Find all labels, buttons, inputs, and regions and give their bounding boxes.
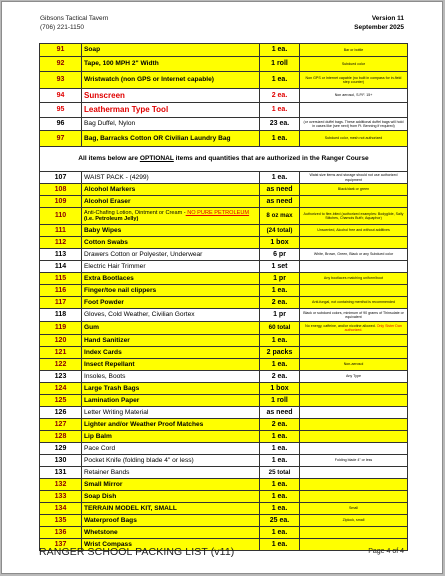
- item-remarks: [300, 395, 408, 407]
- table-row: [40, 196, 408, 208]
- item-name: Bag Duffel, Nylon: [82, 118, 260, 131]
- header-phone: (706) 221-1150: [40, 23, 84, 31]
- item-name: Pocket Knife (folding blade 4" or less): [82, 455, 260, 467]
- table-row: [40, 455, 408, 467]
- item-name: Retainer Bands: [82, 467, 260, 479]
- table-row: [40, 335, 408, 347]
- item-number: 94: [40, 89, 82, 103]
- item-name: Gloves, Cold Weather, Civilian Gortex: [82, 309, 260, 322]
- item-name: Anti-Chafing Lotion, Ointment or Cream - NO PURE PETROLEUM (i.e. Petroleum Jelly): [82, 208, 260, 225]
- item-quantity: 1 box: [260, 383, 300, 395]
- table-row: [40, 57, 408, 72]
- table-row: [40, 431, 408, 443]
- item-quantity: 2 ea.: [260, 89, 300, 103]
- item-quantity: as need: [260, 196, 300, 208]
- item-remarks: [300, 237, 408, 249]
- table-row: [40, 322, 408, 335]
- packing-list-table: [39, 43, 408, 551]
- table-row: [40, 118, 408, 131]
- item-remarks: [300, 261, 408, 273]
- item-name: Index Cards: [82, 347, 260, 359]
- item-number: 126: [40, 407, 82, 419]
- item-remarks: [300, 419, 408, 431]
- item-remarks: [300, 103, 408, 118]
- item-name: Extra Bootlaces: [82, 273, 260, 285]
- item-quantity: 1 set: [260, 261, 300, 273]
- item-number: 115: [40, 273, 82, 285]
- item-remarks: [300, 407, 408, 419]
- packing-list-optional: [40, 172, 408, 551]
- item-number: 132: [40, 479, 82, 491]
- item-quantity: 1 ea.: [260, 103, 300, 118]
- item-name: Insect Repellant: [82, 359, 260, 371]
- item-number: 134: [40, 503, 82, 515]
- item-remarks: Waist size items and storage should not use authorized equipment: [300, 172, 408, 184]
- item-remarks: [300, 443, 408, 455]
- header-date: September 2025: [354, 23, 404, 31]
- item-quantity: 25 ea.: [260, 515, 300, 527]
- item-name: Bag, Barracks Cotton OR Civilian Laundry Bag: [82, 131, 260, 147]
- item-number: 122: [40, 359, 82, 371]
- item-remarks: [300, 285, 408, 297]
- item-number: 92: [40, 57, 82, 72]
- table-row: [40, 261, 408, 273]
- item-remarks: Folding blade 4" or less: [300, 455, 408, 467]
- item-name: WAIST PACK - (4299): [82, 172, 260, 184]
- item-number: 96: [40, 118, 82, 131]
- table-row: [40, 225, 408, 237]
- item-number: 113: [40, 249, 82, 261]
- item-remarks: Small: [300, 503, 408, 515]
- item-name: TERRAIN MODEL KIT, SMALL: [82, 503, 260, 515]
- item-quantity: 1 pr: [260, 273, 300, 285]
- item-name: Baby Wipes: [82, 225, 260, 237]
- item-name: Finger/toe nail clippers: [82, 285, 260, 297]
- table-row: [40, 383, 408, 395]
- item-name: Cotton Swabs: [82, 237, 260, 249]
- table-row: [40, 44, 408, 57]
- item-number: 137: [40, 539, 82, 551]
- item-number: 128: [40, 431, 82, 443]
- item-name: Tape, 100 MPH 2" Width: [82, 57, 260, 72]
- item-remarks: Any bootlaces matching uniform/boot: [300, 273, 408, 285]
- item-quantity: 1 ea.: [260, 44, 300, 57]
- item-number: 95: [40, 103, 82, 118]
- table-row: [40, 309, 408, 322]
- item-quantity: 1 ea.: [260, 431, 300, 443]
- item-remarks: [300, 196, 408, 208]
- item-remarks: White, Brown, Green, Black or any Subdued color: [300, 249, 408, 261]
- item-remarks: Any Type: [300, 371, 408, 383]
- item-remarks: [300, 479, 408, 491]
- item-number: 130: [40, 455, 82, 467]
- item-name: Soap: [82, 44, 260, 57]
- item-number: 129: [40, 443, 82, 455]
- item-quantity: 1 ea.: [260, 539, 300, 551]
- item-name: Whetstone: [82, 527, 260, 539]
- item-remarks: Non-aerosol: [300, 359, 408, 371]
- item-quantity: 2 packs: [260, 347, 300, 359]
- packing-list-top: [40, 44, 408, 147]
- item-name: Pace Cord: [82, 443, 260, 455]
- item-remarks: Non aerosol, S.P.F. 15+: [300, 89, 408, 103]
- item-quantity: 1 ea.: [260, 131, 300, 147]
- item-number: 107: [40, 172, 82, 184]
- table-row: [40, 347, 408, 359]
- table-row: [40, 72, 408, 89]
- item-remarks: [300, 431, 408, 443]
- item-name: Lip Balm: [82, 431, 260, 443]
- item-quantity: 23 ea.: [260, 118, 300, 131]
- table-row: [40, 359, 408, 371]
- item-quantity: 1 ea.: [260, 335, 300, 347]
- optional-note-section: [40, 147, 408, 172]
- item-quantity: 6 pr: [260, 249, 300, 261]
- item-quantity: 1 ea.: [260, 72, 300, 89]
- table-row: [40, 273, 408, 285]
- table-row: [40, 297, 408, 309]
- table-row: [40, 208, 408, 225]
- item-quantity: 1 ea.: [260, 359, 300, 371]
- item-name: Letter Writing Material: [82, 407, 260, 419]
- optional-items-note: All items below are OPTIONAL items and quantities that are authorized in the Ranger Course: [40, 147, 408, 172]
- item-remarks: Authorized to flee-bited (authorized examples: Bodyglide, Sally Stitches, Chamois Butt'r, Aquaphor): [300, 208, 408, 225]
- item-quantity: 1 ea.: [260, 455, 300, 467]
- item-name: Foot Powder: [82, 297, 260, 309]
- item-name: Sunscreen: [82, 89, 260, 103]
- item-number: 124: [40, 383, 82, 395]
- item-quantity: 1 ea.: [260, 443, 300, 455]
- item-quantity: 1 box: [260, 237, 300, 249]
- table-row: [40, 527, 408, 539]
- item-name: Hand Sanitizer: [82, 335, 260, 347]
- item-remarks: [300, 527, 408, 539]
- item-number: 118: [40, 309, 82, 322]
- document-page: [1, 1, 443, 574]
- item-number: 97: [40, 131, 82, 147]
- item-name: Small Mirror: [82, 479, 260, 491]
- item-remarks: [300, 491, 408, 503]
- item-quantity: 1 roll: [260, 57, 300, 72]
- item-remarks: [300, 467, 408, 479]
- table-row: [40, 395, 408, 407]
- table-row: [40, 249, 408, 261]
- item-number: 91: [40, 44, 82, 57]
- item-number: 116: [40, 285, 82, 297]
- item-number: 111: [40, 225, 82, 237]
- item-number: 117: [40, 297, 82, 309]
- table-row: [40, 503, 408, 515]
- table-row: [40, 467, 408, 479]
- item-remarks: Black/dark or green: [300, 184, 408, 196]
- table-row: [40, 419, 408, 431]
- item-number: 127: [40, 419, 82, 431]
- item-quantity: 1 roll: [260, 395, 300, 407]
- item-number: 135: [40, 515, 82, 527]
- item-remarks: No energy, caffeine, and/or nicotine allowed. Only Sister Dan authorized.: [300, 322, 408, 335]
- item-remarks: Unscented, Alcohol free and without additives: [300, 225, 408, 237]
- item-name: Lighter and/or Weather Proof Matches: [82, 419, 260, 431]
- item-quantity: (24 total): [260, 225, 300, 237]
- header-left: [40, 15, 108, 32]
- header-right: [354, 15, 404, 32]
- item-quantity: 1 ea.: [260, 491, 300, 503]
- item-name: Soap Dish: [82, 491, 260, 503]
- item-number: 109: [40, 196, 82, 208]
- item-quantity: 1 ea.: [260, 527, 300, 539]
- item-number: 112: [40, 237, 82, 249]
- item-name: Electric Hair Trimmer: [82, 261, 260, 273]
- table-row: [40, 371, 408, 383]
- item-remarks: Ziplock, small: [300, 515, 408, 527]
- item-number: 125: [40, 395, 82, 407]
- item-number: 133: [40, 491, 82, 503]
- item-quantity: 2 ea.: [260, 371, 300, 383]
- item-quantity: 2 ea.: [260, 297, 300, 309]
- item-quantity: 60 total: [260, 322, 300, 335]
- table-row: [40, 103, 408, 118]
- item-remarks: Non GPS or Internet capable (no built in compass for in-field step counter): [300, 72, 408, 89]
- item-name: Alcohol Eraser: [82, 196, 260, 208]
- item-quantity: 25 total: [260, 467, 300, 479]
- item-remarks: Black or subdued colors, minimum of 90 grams of Thinsulate or equivalent: [300, 309, 408, 322]
- item-remarks: Bar or bottle: [300, 44, 408, 57]
- table-row: [40, 89, 408, 103]
- item-name: Lamination Paper: [82, 395, 260, 407]
- item-number: 121: [40, 347, 82, 359]
- page-number: Page 4 of 4: [368, 548, 404, 555]
- table-row: [40, 172, 408, 184]
- item-quantity: 1 ea.: [260, 172, 300, 184]
- table-row: [40, 131, 408, 147]
- item-number: 123: [40, 371, 82, 383]
- item-number: 131: [40, 467, 82, 479]
- table-row: [40, 479, 408, 491]
- item-number: 120: [40, 335, 82, 347]
- table-row: [40, 184, 408, 196]
- item-quantity: 1 ea.: [260, 479, 300, 491]
- item-name: Wristwatch (non GPS or Internet capable): [82, 72, 260, 89]
- item-remarks: Subdued color, mesh not authorized: [300, 131, 408, 147]
- item-name: Wrist Compass: [82, 539, 260, 551]
- item-name: Large Trash Bags: [82, 383, 260, 395]
- item-number: 119: [40, 322, 82, 335]
- header-version: Version 11: [371, 15, 404, 22]
- table-row: [40, 515, 408, 527]
- item-name: Waterproof Bags: [82, 515, 260, 527]
- table-row: [40, 491, 408, 503]
- item-name: Leatherman Type Tool: [82, 103, 260, 118]
- item-name: Insoles, Boots: [82, 371, 260, 383]
- item-quantity: 1 ea.: [260, 503, 300, 515]
- table-row: [40, 285, 408, 297]
- item-remarks: Subdued color: [300, 57, 408, 72]
- item-number: 110: [40, 208, 82, 225]
- item-remarks: [300, 347, 408, 359]
- item-remarks: [300, 383, 408, 395]
- item-number: 136: [40, 527, 82, 539]
- item-remarks: [300, 335, 408, 347]
- table-row: [40, 237, 408, 249]
- item-number: 114: [40, 261, 82, 273]
- item-number: 108: [40, 184, 82, 196]
- item-quantity: 2 ea.: [260, 419, 300, 431]
- item-name: Drawers Cotton or Polyester, Underwear: [82, 249, 260, 261]
- header-org: Gibsons Tactical Tavern: [40, 15, 109, 22]
- item-remarks: Anti-fungal, not containing menthol is recommended: [300, 297, 408, 309]
- footer-title: RANGER SCHOOL PACKING LIST (v11): [39, 546, 235, 558]
- table-row: [40, 443, 408, 455]
- item-name: Alcohol Markers: [82, 184, 260, 196]
- table-row: [40, 407, 408, 419]
- item-quantity: 1 pr: [260, 309, 300, 322]
- item-number: 93: [40, 72, 82, 89]
- item-quantity: as need: [260, 184, 300, 196]
- item-name: Gum: [82, 322, 260, 335]
- item-quantity: 1 ea.: [260, 285, 300, 297]
- item-remarks: (or oversized duffel bags. These additional duffel bags will hold in cases like (see next) from Ft. Benning if required): [300, 118, 408, 131]
- item-quantity: as need: [260, 407, 300, 419]
- item-quantity: 8 oz max: [260, 208, 300, 225]
